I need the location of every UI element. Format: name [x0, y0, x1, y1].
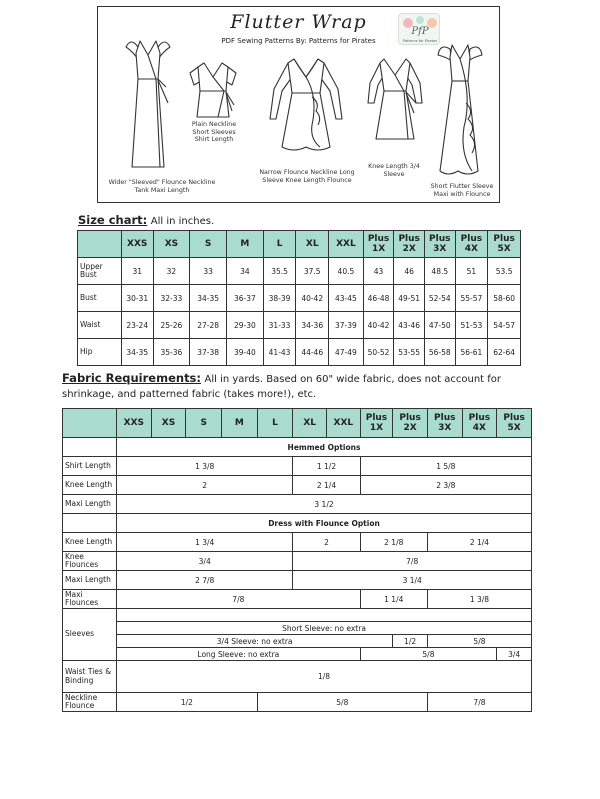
table-cell: 49-51 — [394, 285, 425, 312]
section-spacer — [63, 514, 117, 533]
row-label: Hip — [78, 339, 122, 366]
table-row — [78, 285, 521, 312]
row-label: Maxi Length — [63, 495, 117, 514]
size-header: XXL — [329, 231, 364, 258]
table-cell: 54-57 — [488, 312, 521, 339]
table-cell: Short Sleeve: no extra — [117, 622, 532, 635]
illustration-panel — [97, 6, 500, 203]
row-label: Maxi Length — [63, 571, 117, 590]
table-row — [63, 495, 532, 514]
corner-cell — [63, 409, 117, 438]
table-cell: 2 1/4 — [427, 533, 531, 552]
table-cell: 1 3/8 — [427, 590, 531, 609]
table-cell: 5/8 — [360, 648, 497, 661]
row-label: Maxi Flounces — [63, 590, 117, 609]
size-header: S — [190, 231, 227, 258]
table-cell: 50-52 — [363, 339, 394, 366]
size-header: Plus 1X — [363, 231, 394, 258]
table-cell: 31-33 — [263, 312, 296, 339]
table-cell: 39-40 — [227, 339, 264, 366]
size-header: L — [257, 409, 293, 438]
table-cell: 43-45 — [329, 285, 364, 312]
size-header: Plus 4X — [462, 409, 497, 438]
table-row — [63, 571, 532, 590]
table-cell: 38-39 — [263, 285, 296, 312]
table-row — [63, 661, 532, 693]
size-header-row — [78, 231, 521, 258]
table-row — [78, 258, 521, 285]
table-cell: 37-39 — [329, 312, 364, 339]
size-chart-title: Size chart: — [78, 213, 148, 227]
pattern-subtitle: PDF Sewing Patterns By: Patterns for Pirates — [221, 37, 376, 45]
table-cell: 56-58 — [424, 339, 455, 366]
size-header: Plus 1X — [360, 409, 393, 438]
caption-dress-1: Wider "Sleeved" Flounce Neckline Tank Maxi Length — [108, 179, 216, 194]
corner-cell — [78, 231, 122, 258]
caption-dress-4: Knee Length 3/4 Sleeve — [368, 163, 420, 178]
fabric-heading — [62, 371, 538, 402]
size-header: Plus 5X — [497, 409, 532, 438]
logo-text: PfP — [411, 26, 429, 37]
dress-flutter-maxi-flounce-icon — [438, 45, 482, 174]
section-flounce: Dress with Flounce Option — [117, 514, 532, 533]
table-cell: 51-53 — [455, 312, 488, 339]
row-label: Knee Length — [63, 476, 117, 495]
size-header: XS — [151, 409, 186, 438]
table-cell: 58-60 — [488, 285, 521, 312]
table-cell: 3/4 — [117, 552, 293, 571]
spacer-cell — [117, 609, 532, 622]
size-header: L — [263, 231, 296, 258]
row-label: Waist — [78, 312, 122, 339]
table-cell: 55-57 — [455, 285, 488, 312]
table-row — [63, 635, 532, 648]
table-cell: 51 — [455, 258, 488, 285]
size-header: M — [227, 231, 264, 258]
row-label: Knee Flounces — [63, 552, 117, 571]
table-row — [63, 457, 532, 476]
size-header: S — [186, 409, 222, 438]
size-chart-heading — [78, 213, 214, 227]
table-cell: 40-42 — [296, 285, 329, 312]
table-row — [63, 622, 532, 635]
row-label: Shirt Length — [63, 457, 117, 476]
table-cell: 35.5 — [263, 258, 296, 285]
fabric-title: Fabric Requirements: — [62, 371, 202, 385]
table-row — [63, 609, 532, 622]
table-cell: 2 1/8 — [360, 533, 427, 552]
table-cell: 43 — [363, 258, 394, 285]
table-cell: 3/4 — [497, 648, 532, 661]
table-cell: 32-33 — [153, 285, 190, 312]
table-cell: 52-54 — [424, 285, 455, 312]
table-row — [63, 552, 532, 571]
table-cell: 48.5 — [424, 258, 455, 285]
row-label: Upper Bust — [78, 258, 122, 285]
table-cell: 2 7/8 — [117, 571, 293, 590]
size-header: XXL — [327, 409, 361, 438]
table-cell: 1/2 — [393, 635, 428, 648]
table-cell: 32 — [153, 258, 190, 285]
table-row — [63, 476, 532, 495]
table-cell: 47-50 — [424, 312, 455, 339]
caption-dress-3: Narrow Flounce Neckline Long Sleeve Knee Length Flounce — [259, 169, 355, 184]
dress-knee-three-quarter-icon — [368, 59, 422, 139]
size-header: Plus 2X — [393, 409, 428, 438]
table-cell: 2 1/4 — [293, 476, 360, 495]
size-header: XL — [296, 231, 329, 258]
size-header: XL — [293, 409, 327, 438]
table-row — [63, 590, 532, 609]
table-cell: 3/4 Sleeve: no extra — [117, 635, 393, 648]
table-cell: 56-61 — [455, 339, 488, 366]
table-cell: 53-55 — [394, 339, 425, 366]
table-row — [63, 693, 532, 712]
table-cell: 1 3/8 — [117, 457, 293, 476]
size-header: XXS — [117, 409, 152, 438]
wrap-shirt-icon — [190, 63, 236, 117]
caption-dress-2: Plain Neckline Short Sleeves Shirt Length — [191, 121, 237, 144]
section-row — [63, 514, 532, 533]
size-header: XXS — [121, 231, 153, 258]
table-cell: 25-26 — [153, 312, 190, 339]
table-cell: 40-42 — [363, 312, 394, 339]
table-cell: 1 5/8 — [360, 457, 531, 476]
section-hemmed: Hemmed Options — [117, 438, 532, 457]
table-cell: 33 — [190, 258, 227, 285]
table-cell: Long Sleeve: no extra — [117, 648, 361, 661]
size-chart-note: All in inches. — [150, 216, 215, 227]
size-header: Plus 4X — [455, 231, 488, 258]
fabric-requirements-table — [62, 408, 532, 712]
size-header-row — [63, 409, 532, 438]
size-chart-table — [77, 230, 521, 366]
table-cell: 34-35 — [121, 339, 153, 366]
table-row — [63, 648, 532, 661]
table-cell: 1/8 — [117, 661, 532, 693]
table-cell: 1 1/4 — [360, 590, 427, 609]
table-cell: 47-49 — [329, 339, 364, 366]
table-cell: 2 3/8 — [360, 476, 531, 495]
table-cell: 34 — [227, 258, 264, 285]
table-cell: 5/8 — [427, 635, 531, 648]
table-cell: 40.5 — [329, 258, 364, 285]
table-cell: 3 1/4 — [293, 571, 532, 590]
pattern-title: Flutter Wrap — [230, 11, 367, 33]
table-cell: 2 — [293, 533, 360, 552]
table-cell: 3 1/2 — [117, 495, 532, 514]
table-cell: 53.5 — [488, 258, 521, 285]
table-cell: 36-37 — [227, 285, 264, 312]
section-row — [63, 438, 532, 457]
dress-long-sleeve-flounce-icon — [270, 59, 342, 150]
table-cell: 27-28 — [190, 312, 227, 339]
table-cell: 29-30 — [227, 312, 264, 339]
size-header: Plus 3X — [424, 231, 455, 258]
size-header: Plus 2X — [394, 231, 425, 258]
row-label: Sleeves — [63, 609, 117, 661]
table-cell: 44-46 — [296, 339, 329, 366]
table-cell: 41-43 — [263, 339, 296, 366]
table-cell: 23-24 — [121, 312, 153, 339]
logo-subtext: Patterns for Pirates — [402, 39, 438, 43]
fabric-note: All in yards. Based on 60" wide fabric, does not account for shrinkage, and patterned fabric (takes more!), etc. — [62, 374, 502, 400]
table-cell: 5/8 — [257, 693, 427, 712]
size-header: Plus 5X — [488, 231, 521, 258]
table-cell: 34-36 — [296, 312, 329, 339]
table-cell: 62-64 — [488, 339, 521, 366]
table-cell: 30-31 — [121, 285, 153, 312]
size-header: Plus 3X — [427, 409, 462, 438]
caption-dress-5: Short Flutter Sleeve Maxi with Flounce — [430, 183, 494, 198]
table-cell: 1 1/2 — [293, 457, 360, 476]
row-label: Knee Length — [63, 533, 117, 552]
size-header: XS — [153, 231, 190, 258]
table-cell: 34-35 — [190, 285, 227, 312]
table-row — [63, 533, 532, 552]
row-label: Bust — [78, 285, 122, 312]
section-spacer — [63, 438, 117, 457]
table-cell: 46-48 — [363, 285, 394, 312]
table-cell: 37-38 — [190, 339, 227, 366]
row-label: Waist Ties & Binding — [63, 661, 117, 693]
table-cell: 46 — [394, 258, 425, 285]
table-cell: 31 — [121, 258, 153, 285]
table-cell: 37.5 — [296, 258, 329, 285]
table-cell: 2 — [117, 476, 293, 495]
table-row — [78, 312, 521, 339]
table-cell: 43-46 — [394, 312, 425, 339]
table-cell: 1 3/4 — [117, 533, 293, 552]
table-cell: 7/8 — [427, 693, 531, 712]
size-header: M — [222, 409, 258, 438]
dress-maxi-tank-icon — [126, 41, 170, 167]
row-label: Neckline Flounce — [63, 693, 117, 712]
table-cell: 1/2 — [117, 693, 258, 712]
table-cell: 35-36 — [153, 339, 190, 366]
table-cell: 7/8 — [293, 552, 532, 571]
table-row — [78, 339, 521, 366]
table-cell: 7/8 — [117, 590, 361, 609]
